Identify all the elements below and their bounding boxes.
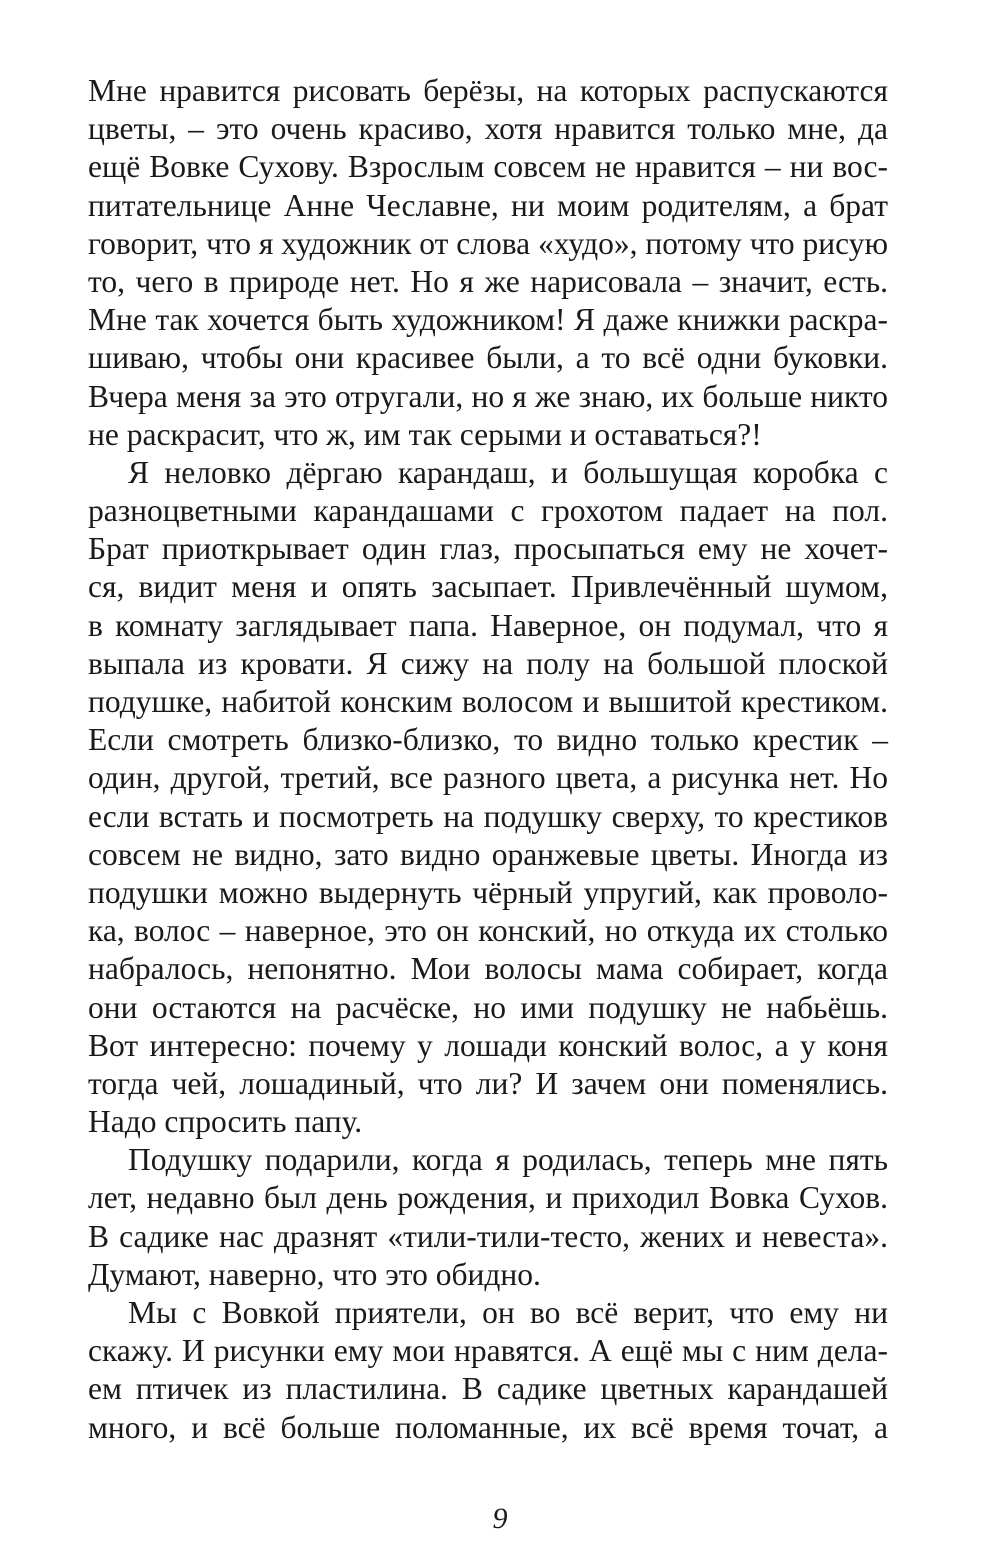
text-line: Вот интересно: почему у лошади конский волос, а у коня — [88, 1027, 888, 1063]
text-line: совсем не видно, зато видно оранжевые цветы. Иногда из — [88, 836, 888, 872]
paragraph-4 — [88, 1294, 888, 1447]
text-line: один, другой, третий, все разного цвета, а рисунка нет. Но — [88, 760, 888, 796]
text-line: цветы, – это очень красиво, хотя нравится только мне, да — [88, 111, 888, 147]
text-line: они остаются на расчёске, но ими подушку не набьёшь. — [88, 989, 888, 1025]
text-line: Мне так хочется быть художником! Я даже книжки раскра- — [88, 302, 888, 338]
text-line: В садике нас дразнят «тили-тили-тесто, жених и невеста». — [88, 1218, 888, 1254]
page-number: 9 — [492, 1502, 508, 1535]
text-line: подушки можно выдернуть чёрный упругий, как проволо- — [88, 874, 888, 910]
text-line: шиваю, чтобы они красивее были, а то всё одни буковки. — [88, 340, 888, 376]
text-line: ещё Вовке Сухову. Взрослым совсем не нравится – ни вос- — [88, 149, 888, 185]
text-line: Мы с Вовкой приятели, он во всё верит, что ему ни — [128, 1295, 888, 1330]
text-line: тогда чей, лошадиный, что ли? И зачем они поменялись. — [88, 1065, 888, 1101]
text-line: разноцветными карандашами с грохотом падает на пол. — [88, 493, 888, 529]
text-line: питательнице Анне Чеславне, ни моим родителям, а брат — [88, 187, 888, 223]
text-line: много, и всё больше поломанные, их всё время точат, а — [88, 1409, 888, 1445]
text-line: подушке, набитой конским волосом и вышитой крестиком. — [88, 684, 888, 719]
text-line: Думают, наверно, что это обидно. — [88, 1256, 541, 1292]
text-line: Вчера меня за это отругали, но я же знаю, их больше никто — [88, 378, 888, 414]
text-line: говорит, что я художник от слова «худо», потому что рисую — [88, 225, 888, 261]
text-line: то, чего в природе нет. Но я же нарисовала – значит, есть. — [88, 263, 888, 299]
text-line: ся, видит меня и опять засыпает. Привлечённый шумом, — [88, 569, 888, 605]
text-line: ка, волос – наверное, это он конский, но откуда их столько — [88, 913, 888, 949]
page-body — [88, 72, 888, 1447]
text-line: Надо спросить папу. — [88, 1104, 363, 1140]
paragraph-2 — [88, 454, 888, 1141]
text-line: лет, недавно был день рождения, и приходил Вовка Сухов. — [88, 1180, 888, 1216]
text-line: в комнату заглядывает папа. Наверное, он подумал, что я — [88, 607, 888, 643]
text-line: Я неловко дёргаю карандаш, и большущая коробка с — [128, 454, 888, 490]
paragraph-3 — [88, 1141, 888, 1294]
text-line: Брат приоткрывает один глаз, просыпаться ему не хочет- — [88, 531, 888, 567]
text-line: Мне нравится рисовать берёзы, на которых распускаются — [88, 73, 888, 108]
text-line: набралось, непонятно. Мои волосы мама собирает, когда — [88, 951, 888, 987]
paragraph-1 — [88, 72, 888, 454]
text-line: скажу. И рисунки ему мои нравятся. А ещё мы с ним дела- — [88, 1333, 888, 1369]
text-line: если встать и посмотреть на подушку сверху, то крестиков — [88, 798, 888, 834]
text-line: Подушку подарили, когда я родилась, теперь мне пять — [128, 1142, 888, 1178]
text-line: ем птичек из пластилина. В садике цветных карандашей — [88, 1371, 888, 1407]
text-line: Если смотреть близко-близко, то видно только крестик – — [88, 722, 888, 758]
text-line: не раскрасит, что ж, им так серыми и оставаться?! — [88, 416, 762, 452]
text-line: выпала из кровати. Я сижу на полу на большой плоской — [88, 645, 888, 681]
